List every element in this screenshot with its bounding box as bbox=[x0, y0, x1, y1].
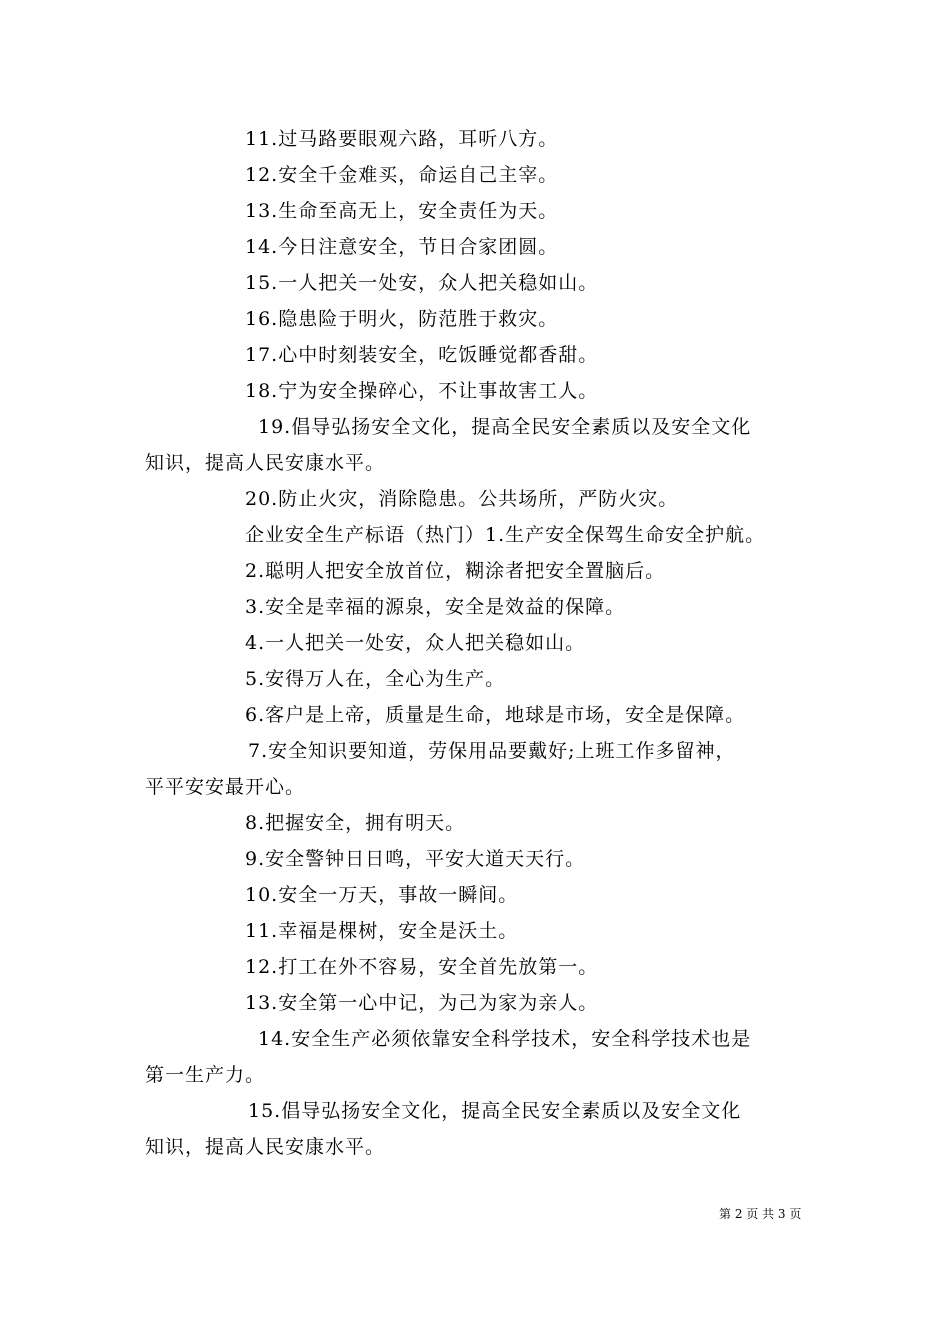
text-line: 17.心中时刻装安全，吃饭睡觉都香甜。 bbox=[245, 344, 599, 366]
text-line: 12.打工在外不容易，安全首先放第一。 bbox=[245, 956, 599, 978]
text-line: 14.安全生产必须依靠安全科学技术，安全科学技术也是 bbox=[258, 1028, 752, 1050]
page-number-footer: 第 2 页 共 3 页 bbox=[719, 1207, 802, 1221]
text-line: 知识，提高人民安康水平。 bbox=[145, 1136, 386, 1158]
text-line: 16.隐患险于明火，防范胜于救灾。 bbox=[245, 308, 559, 330]
text-line: 12.安全千金难买，命运自己主宰。 bbox=[245, 164, 559, 186]
text-line: 11.幸福是棵树，安全是沃土。 bbox=[245, 920, 519, 942]
text-line: 13.安全第一心中记，为己为家为亲人。 bbox=[245, 992, 599, 1014]
text-line: 15.一人把关一处安，众人把关稳如山。 bbox=[245, 272, 599, 294]
text-line: 4.一人把关一处安，众人把关稳如山。 bbox=[245, 632, 586, 654]
text-line: 6.客户是上帝，质量是生命，地球是市场，安全是保障。 bbox=[245, 704, 746, 726]
text-line: 3.安全是幸福的源泉，安全是效益的保障。 bbox=[245, 596, 626, 618]
text-line: 8.把握安全，拥有明天。 bbox=[245, 812, 466, 834]
text-line: 18.宁为安全操碎心，不让事故害工人。 bbox=[245, 380, 599, 402]
text-line: 20.防止火灾，消除隐患。公共场所，严防火灾。 bbox=[245, 488, 679, 510]
text-line: 11.过马路要眼观六路，耳听八方。 bbox=[245, 128, 559, 150]
text-line: 13.生命至高无上，安全责任为天。 bbox=[245, 200, 559, 222]
text-line: 14.今日注意安全，节日合家团圆。 bbox=[245, 236, 559, 258]
text-line: 平平安安最开心。 bbox=[145, 776, 306, 798]
text-line: 15.倡导弘扬安全文化，提高全民安全素质以及安全文化 bbox=[248, 1100, 742, 1122]
text-line: 5.安得万人在，全心为生产。 bbox=[245, 668, 506, 690]
text-line: 9.安全警钟日日鸣，平安大道天天行。 bbox=[245, 848, 586, 870]
text-line: 2.聪明人把安全放首位，糊涂者把安全置脑后。 bbox=[245, 560, 666, 582]
text-line: 10.安全一万天，事故一瞬间。 bbox=[245, 884, 519, 906]
text-line: 7.安全知识要知道，劳保用品要戴好;上班工作多留神， bbox=[248, 740, 736, 762]
text-line: 企业安全生产标语（热门）1.生产安全保驾生命安全护航。 bbox=[245, 524, 766, 546]
text-line: 知识，提高人民安康水平。 bbox=[145, 452, 386, 474]
text-line: 第一生产力。 bbox=[145, 1064, 266, 1086]
text-line: 19.倡导弘扬安全文化，提高全民安全素质以及安全文化 bbox=[258, 416, 752, 438]
